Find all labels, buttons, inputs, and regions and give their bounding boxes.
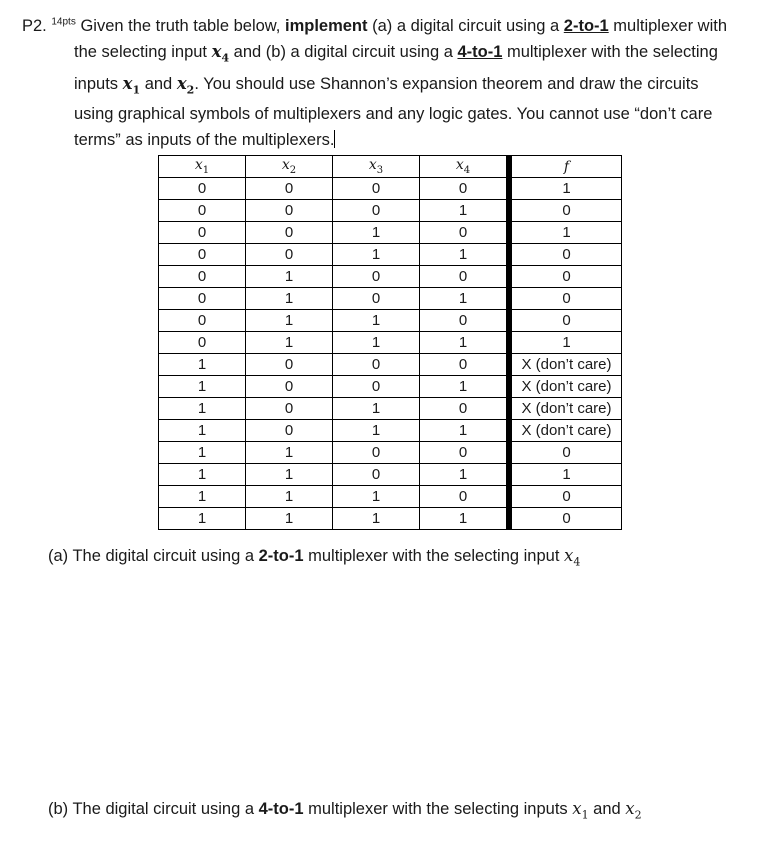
cell-x2: 0 (246, 200, 333, 222)
cell-x1: 0 (159, 266, 246, 288)
points-label: 14pts (51, 16, 76, 28)
cell-f: 1 (512, 464, 622, 486)
cell-x4: 1 (420, 200, 507, 222)
text: and (588, 800, 626, 818)
table-row (159, 464, 622, 486)
math-var (176, 73, 195, 97)
cell-f: X (don’t care) (512, 398, 622, 420)
text: (a) The digital circuit using a (48, 547, 259, 565)
cell-x3: 0 (333, 288, 420, 310)
cell-x4: 0 (420, 442, 507, 464)
var: x (625, 799, 635, 818)
col-header-f (512, 156, 622, 178)
cell-x4: 0 (420, 354, 507, 376)
cell-x2: 1 (246, 508, 333, 530)
subscript: 2 (634, 808, 642, 822)
cell-x4: 0 (420, 398, 507, 420)
cell-x3: 0 (333, 464, 420, 486)
subscript: 4 (573, 555, 581, 569)
cell-x3: 0 (333, 178, 420, 200)
cell-x2: 1 (246, 332, 333, 354)
text: multiplexer with the selecting (502, 43, 718, 62)
cell-x4: 1 (420, 464, 507, 486)
problem-statement (22, 14, 772, 153)
cell-x4: 0 (420, 222, 507, 244)
table-row (159, 310, 622, 332)
table-row (159, 178, 622, 200)
cell-x3: 0 (333, 354, 420, 376)
cell-x3: 1 (333, 332, 420, 354)
math-var (572, 799, 589, 822)
table-row (159, 244, 622, 266)
problem-line-3 (22, 71, 772, 103)
text: terms” as inputs of the multiplexers. (74, 130, 335, 149)
text: and (b) a digital circuit using a (229, 43, 458, 62)
cell-f: 0 (512, 266, 622, 288)
table-row (159, 222, 622, 244)
cell-f: 0 (512, 486, 622, 508)
text: multiplexer with the selecting input (303, 547, 565, 565)
col-header-x3 (333, 156, 420, 178)
col-header-x1 (159, 156, 246, 178)
text: Given the truth table below, (80, 17, 285, 35)
cell-x2: 0 (246, 244, 333, 266)
cell-x4: 0 (420, 486, 507, 508)
cell-x2: 0 (246, 376, 333, 398)
table-row (159, 376, 622, 398)
subscript: 3 (376, 164, 384, 176)
var: x (564, 546, 574, 565)
table-row (159, 442, 622, 464)
cell-x2: 0 (246, 420, 333, 442)
cell-x3: 1 (333, 486, 420, 508)
cell-x3: 1 (333, 310, 420, 332)
math-var (625, 799, 642, 822)
cell-x2: 1 (246, 266, 333, 288)
text: multiplexer with the selecting inputs (303, 800, 573, 818)
cell-x1: 0 (159, 288, 246, 310)
subscript: 1 (581, 808, 589, 822)
subscript: 2 (289, 164, 297, 176)
cell-x1: 1 (159, 398, 246, 420)
cell-x1: 1 (159, 486, 246, 508)
problem-line-4: using graphical symbols of multiplexers and any logic gates. You cannot use “don’t care (74, 105, 713, 124)
cell-f: 0 (512, 244, 622, 266)
cell-f: 1 (512, 222, 622, 244)
cell-x1: 0 (159, 310, 246, 332)
problem-line-1 (22, 14, 772, 39)
cell-f: 0 (512, 288, 622, 310)
table-row (159, 508, 622, 530)
cell-x2: 0 (246, 222, 333, 244)
part-b-heading (48, 799, 642, 821)
cell-x4: 1 (420, 420, 507, 442)
cell-x2: 1 (246, 464, 333, 486)
subscript: 1 (202, 164, 210, 176)
cell-f: X (don’t care) (512, 420, 622, 442)
cell-f: 1 (512, 178, 622, 200)
var: x (281, 157, 290, 174)
var: x (122, 73, 133, 93)
part-a-heading (48, 546, 580, 568)
cell-f: 0 (512, 200, 622, 222)
text-cursor (334, 130, 335, 148)
cell-f: 1 (512, 332, 622, 354)
text: and (140, 74, 177, 93)
text-bold: 4-to-1 (258, 800, 304, 818)
subscript: 1 (132, 83, 141, 97)
math-var (211, 42, 230, 65)
text: the selecting input (74, 43, 212, 62)
table-body (159, 178, 622, 530)
cell-f: 0 (512, 310, 622, 332)
math-var (122, 73, 141, 97)
text-underline: 4-to-1 (457, 43, 503, 62)
cell-x4: 1 (420, 244, 507, 266)
cell-x1: 1 (159, 420, 246, 442)
cell-x3: 0 (333, 266, 420, 288)
cell-x4: 0 (420, 310, 507, 332)
cell-x1: 0 (159, 244, 246, 266)
text: inputs (74, 74, 123, 93)
cell-x4: 1 (420, 288, 507, 310)
table-row (159, 288, 622, 310)
var: f (563, 158, 570, 175)
text: (a) a digital circuit using a (367, 17, 564, 35)
cell-x2: 1 (246, 442, 333, 464)
text-underline: 2-to-1 (563, 17, 609, 35)
math-var (564, 546, 581, 569)
cell-x1: 0 (159, 178, 246, 200)
cell-f: X (don’t care) (512, 354, 622, 376)
col-header-x2 (246, 156, 333, 178)
cell-f: 0 (512, 442, 622, 464)
cell-x1: 1 (159, 442, 246, 464)
cell-f: 0 (512, 508, 622, 530)
cell-x3: 1 (333, 508, 420, 530)
problem-line-5 (22, 128, 772, 153)
cell-x2: 0 (246, 178, 333, 200)
table-row (159, 200, 622, 222)
var: x (368, 157, 377, 174)
text: multiplexer with (608, 17, 727, 35)
table-row (159, 266, 622, 288)
col-header-x4 (420, 156, 507, 178)
text: (b) The digital circuit using a (48, 800, 259, 818)
subscript: 4 (221, 51, 230, 65)
var: x (211, 42, 222, 62)
cell-x3: 1 (333, 222, 420, 244)
cell-x4: 0 (420, 266, 507, 288)
table-row (159, 398, 622, 420)
cell-x4: 0 (420, 178, 507, 200)
var: x (176, 73, 187, 93)
cell-x3: 1 (333, 420, 420, 442)
cell-x3: 0 (333, 442, 420, 464)
cell-x4: 1 (420, 332, 507, 354)
cell-x3: 0 (333, 376, 420, 398)
text-bold: 2-to-1 (258, 547, 304, 565)
table-row (159, 420, 622, 442)
truth-table (158, 155, 622, 530)
cell-x1: 0 (159, 222, 246, 244)
problem-number: P2. (22, 17, 47, 35)
cell-f: X (don’t care) (512, 376, 622, 398)
cell-x2: 1 (246, 310, 333, 332)
cell-x3: 0 (333, 200, 420, 222)
cell-x4: 1 (420, 376, 507, 398)
subscript: 4 (463, 164, 471, 176)
table-row (159, 354, 622, 376)
cell-x4: 1 (420, 508, 507, 530)
cell-x2: 0 (246, 354, 333, 376)
cell-x1: 1 (159, 354, 246, 376)
cell-x3: 1 (333, 398, 420, 420)
cell-x1: 1 (159, 508, 246, 530)
text: . You should use Shannon’s expansion theorem and draw the circuits (194, 74, 699, 93)
problem-line-2 (22, 39, 772, 71)
cell-x1: 0 (159, 200, 246, 222)
var: x (455, 157, 464, 174)
cell-x2: 1 (246, 288, 333, 310)
var: x (572, 799, 582, 818)
cell-x2: 0 (246, 398, 333, 420)
table-row (159, 332, 622, 354)
table-header-row (159, 156, 622, 178)
table-row (159, 486, 622, 508)
text-bold: implement (284, 17, 368, 35)
subscript: 2 (186, 83, 195, 97)
cell-x2: 1 (246, 486, 333, 508)
cell-x1: 0 (159, 332, 246, 354)
var: x (194, 157, 203, 174)
cell-x1: 1 (159, 376, 246, 398)
cell-x1: 1 (159, 464, 246, 486)
cell-x3: 1 (333, 244, 420, 266)
